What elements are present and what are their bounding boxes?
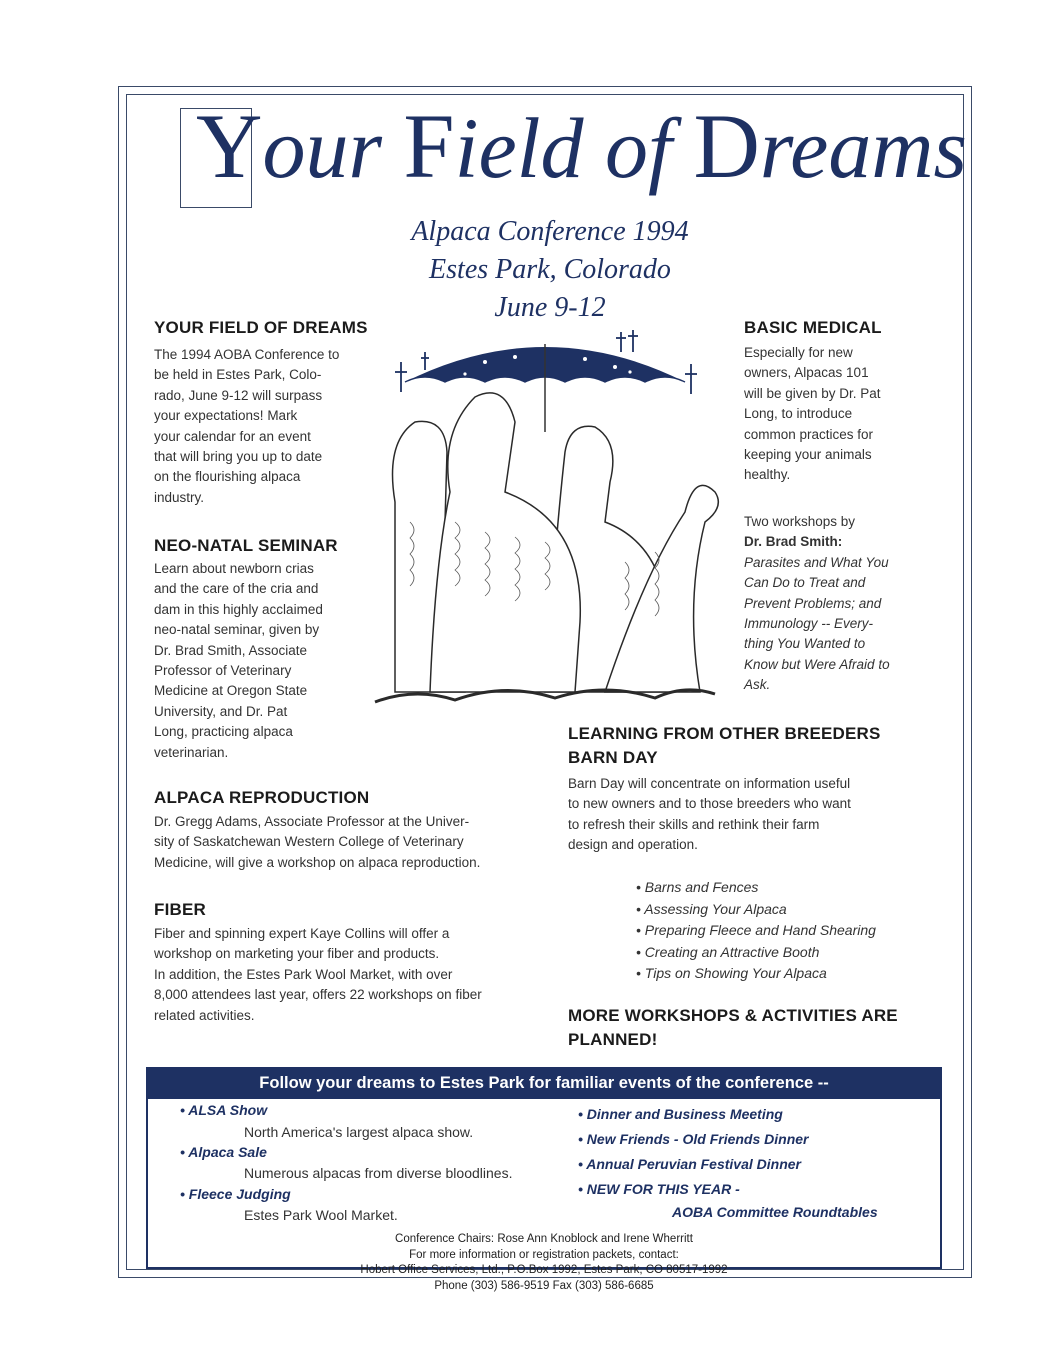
alpaca-umbrella-illustration — [355, 322, 735, 714]
event-alsa-show-desc: North America's largest alpaca show. — [244, 1124, 474, 1140]
heading-planned: PLANNED! — [568, 1030, 658, 1049]
list-item: • Barns and Fences — [636, 879, 759, 895]
list-item: • Creating an Attractive Booth — [636, 943, 820, 960]
contact-info: Conference Chairs: Rose Ann Knoblock and Irene Wherritt For more information or registration packets, contact: Hobert Office Services, Ltd., P.O.Box 1992, Estes Park, CO 80517-1992 Phone (303) 586-9519 Fax (303) 586-6685 — [360, 1233, 728, 1292]
event-committee-roundtables: AOBA Committee Roundtables — [672, 1204, 878, 1220]
subtitle-location: Estes Park, Colorado — [429, 254, 671, 285]
event-friends-dinner: • New Friends - Old Friends Dinner — [578, 1131, 809, 1147]
heading-barn-day: BARN DAY — [568, 748, 658, 767]
neonatal-paragraph: Learn about newborn crias and the care of the cria and dam in this highly acclaimed neo-natal seminar, given by Dr. Brad Smith, Associate Professor of Veterinary Medicine at Oregon State University, and Dr. Pat Long, practicing alpaca veterinarian. — [154, 561, 323, 760]
event-new-this-year: • NEW FOR THIS YEAR - — [578, 1181, 740, 1197]
barn-day-paragraph: Barn Day will concentrate on information useful to new owners and to those breeders who want to refresh their skills and rethink their farm design and operation. — [568, 776, 851, 853]
page-title: Your Field of Dreams — [196, 95, 967, 197]
barn-day-topics — [636, 877, 936, 985]
event-dinner-business: • Dinner and Business Meeting — [578, 1106, 783, 1122]
subtitle-conference: Alpaca Conference 1994 — [411, 216, 689, 247]
event-fleece-judging-desc: Estes Park Wool Market. — [244, 1207, 398, 1223]
event-fleece-judging: • Fleece Judging — [180, 1186, 291, 1202]
fiber-paragraph: Fiber and spinning expert Kaye Collins will offer a workshop on marketing your fiber and products. In addition, the Estes Park Wool Market, with over 8,000 attendees last year, offers 22 workshops on fiber related activities. — [154, 926, 482, 1023]
reproduction-paragraph: Dr. Gregg Adams, Associate Professor at the Univer- sity of Saskatchewan Western College of Veterinary Medicine, will give a workshop on alpaca reproduction. — [154, 814, 481, 870]
list-item: • Tips on Showing Your Alpaca — [636, 965, 827, 981]
medical-paragraph-1: Especially for new owners, Alpacas 101 will be given by Dr. Pat Long, to introduce common practices for keeping your animals healthy. — [744, 345, 881, 483]
subtitle-dates: June 9-12 — [494, 292, 606, 323]
dreams-paragraph: The 1994 AOBA Conference to be held in Estes Park, Colo- rado, June 9-12 will surpass your expectations! Mark your calendar for an event that will bring you up to date on the flourishing alpaca industry. — [154, 347, 340, 505]
event-alpaca-sale-desc: Numerous alpacas from diverse bloodlines. — [244, 1165, 513, 1181]
heading-fiber: FIBER — [154, 900, 206, 919]
heading-more-workshops: MORE WORKSHOPS & ACTIVITIES ARE — [568, 1006, 898, 1025]
heading-learning-from-breeders: LEARNING FROM OTHER BREEDERS — [568, 724, 881, 743]
heading-alpaca-reproduction: ALPACA REPRODUCTION — [154, 788, 370, 807]
event-alpaca-sale: • Alpaca Sale — [180, 1144, 267, 1160]
list-item: • Assessing Your Alpaca — [636, 900, 787, 917]
event-peruvian-dinner: • Annual Peruvian Festival Dinner — [578, 1156, 801, 1172]
heading-basic-medical: BASIC MEDICAL — [744, 318, 882, 337]
event-alsa-show: • ALSA Show — [180, 1102, 268, 1118]
list-item: • Preparing Fleece and Hand Shearing — [636, 922, 876, 938]
heading-your-field-of-dreams: YOUR FIELD OF DREAMS — [154, 318, 368, 337]
heading-neo-natal-seminar: NEO-NATAL SEMINAR — [154, 536, 338, 555]
medical-paragraph-2: Two workshops by Dr. Brad Smith: Parasites and What You Can Do to Treat and Prevent Problems; and Immunology -- Every- thing You Wanted to Know but Were Afraid to Ask. — [744, 514, 890, 693]
events-banner: Follow your dreams to Estes Park for familiar events of the conference -- — [146, 1067, 942, 1099]
